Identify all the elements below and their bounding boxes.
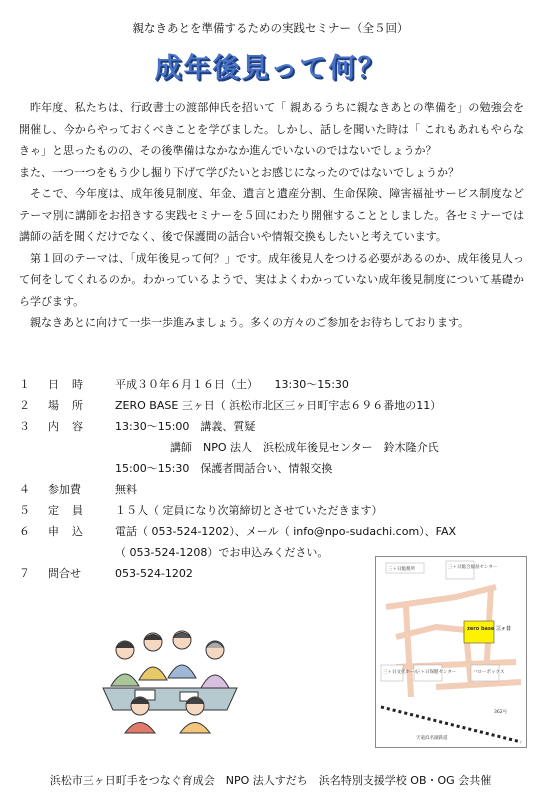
map-label-hall: 三ヶ日文化ホール [383,670,419,675]
intro-paragraph-1: 昨年度、私たちは、行政書士の渡部伸氏を招いて「 親あるうちに親なきあとの準備を」の勉強会を開催し、今からやっておくべきことを学びました。しかし、話しを聞いた時は「 これもあれもやらなきゃ」と思ったものの、その後準備はなかなか進んでいないのではないでしょうか？ [19,101,524,157]
detail-label: 内容 [48,420,96,433]
detail-value: 平成３０年６月１６日（土） 13:30～15:30 [115,378,349,391]
intro-paragraph-5: 親なきあとに向けて一歩一歩進みましょう。多くの方々のご参加をお待ちしております。 [30,316,470,329]
detail-number: ７ [19,567,30,580]
detail-number: ４ [19,483,30,496]
intro-paragraph-3: そこで、今年度は、成年後見制度、年金、遺言と遺産分割、生命保険、障害福祉サービス制度などテーマ別に講師をお招きする実践セミナーを５回にわたり開催することとしました。各セミナーでは講師の話を聞くだけでなく、後で保護間の話合いや情報交換もしたいと考えています。 [19,187,524,243]
detail-number: ５ [19,504,30,517]
detail-label: 参加費 [48,483,81,496]
detail-label: 日時 [48,378,96,391]
location-map [375,556,527,748]
detail-value: １５人（ 定員になり次第締切とさせていただきます） [115,504,383,517]
meeting-illustration [95,628,245,734]
detail-number: ６ [19,525,30,538]
detail-value: 053-524-1202 [115,567,193,580]
page-title: 成年後見って何？ [154,53,387,84]
map-label-store: バローボックス [473,670,505,675]
detail-value: （ 053-524-1208）でお申込みください。 [115,546,329,559]
map-label-office: 三ヶ日総務所 [388,567,415,572]
detail-label: 場所 [48,399,96,412]
intro-text [19,97,524,334]
detail-number: １ [19,378,30,391]
detail-value: 無料 [115,483,137,496]
detail-label: 定員 [48,504,96,517]
detail-value: ZERO BASE 三ヶ日（ 浜松市北区三ヶ日町宇志６９６番地の11） [115,399,442,412]
detail-label: 申込 [48,525,96,538]
footer-organizers: 浜松市三ヶ日町手をつなぐ育成会 NPO 法人すだち 浜名特別支援学校 OB・OG 会共催 [49,774,492,787]
intro-paragraph-2: また、一つ一つをもう少し掘り下げて学びたいとお感じになったのではないでしょうか？ [19,165,459,179]
seminar-subtitle: 親なきあとを準備するための実践セミナー（全５回） [132,21,409,35]
detail-value: 15:00～15:30 保護者間話合い、情報交換 [115,462,333,475]
detail-value: 電話（ 053-524-1202）、メール（ info@npo-sudachi.com）、FAX [115,525,457,538]
map-label-road: 362号 [494,710,508,715]
map-label-railway: 天竜浜名湖鉄道 [416,736,448,741]
detail-value: 13:30～15:00 講義、質疑 [115,420,256,433]
map-label-venue: zero base 三ヶ日 [467,626,512,632]
intro-paragraph-4: 第１回のテーマは、「成年後見って何？」です。成年後見人をつける必要があるのか、成年後見人って何をしてくれるのか。わかっているようで、実はよくわかっていない成年後見制度について基礎から学びます。 [19,251,524,308]
map-label-welfare: 三ヶ日総合福祉センター [448,565,498,570]
detail-label: 問合せ [48,567,81,580]
detail-number: ２ [19,399,30,412]
detail-number: ３ [19,420,30,433]
map-label-health: 三ヶ日保健センター [416,670,457,675]
detail-value: 講師 NPO 法人 浜松成年後見センター 鈴木隆介氏 [115,441,439,454]
